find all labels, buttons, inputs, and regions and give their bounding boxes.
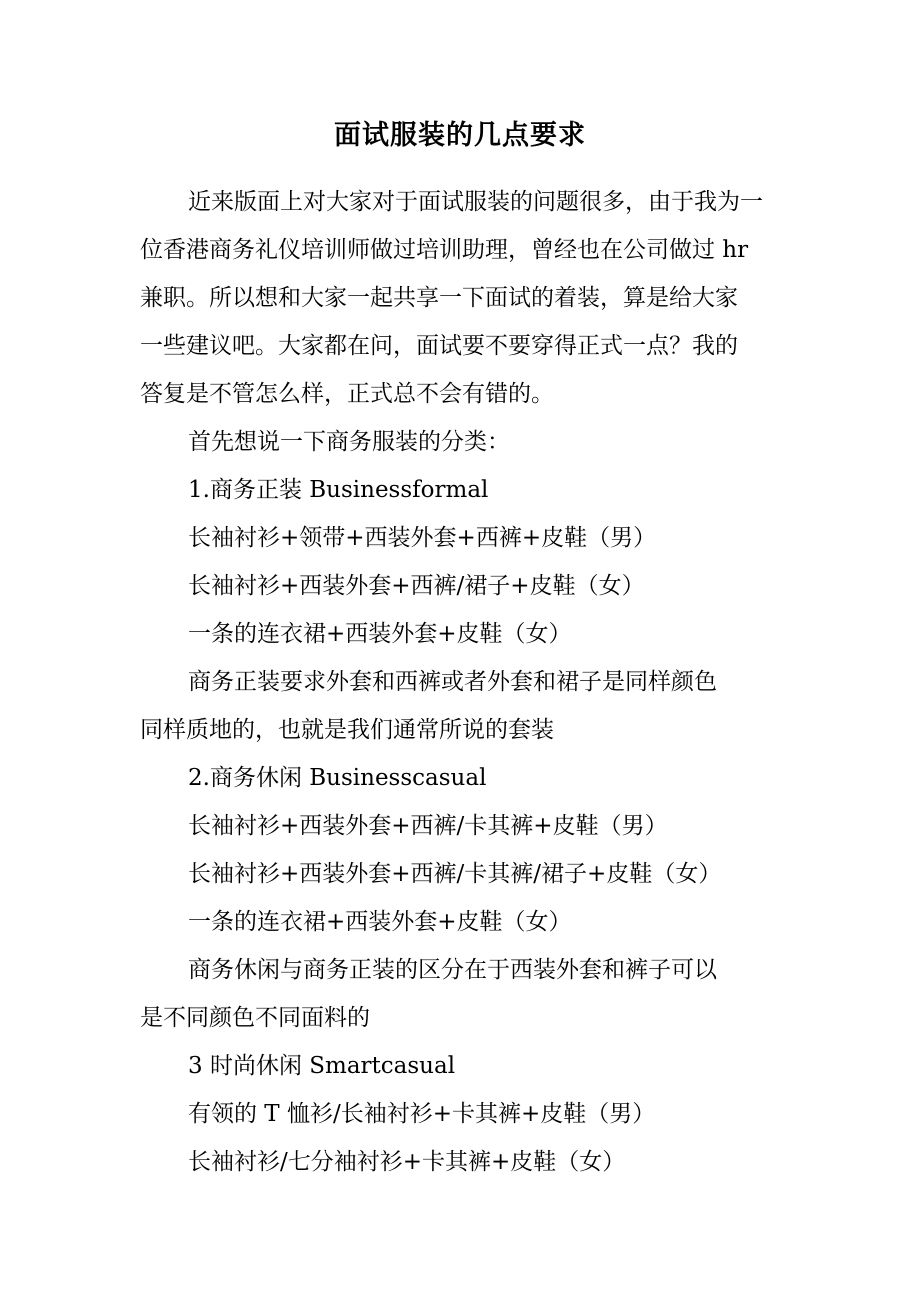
section-heading-business-formal: 1.商务正装 Businessformal [188,477,489,503]
paragraph-line: 一些建议吧。大家都在问，面试要不要穿得正式一点？我的 [140,333,738,359]
paragraph-line: 商务休闲与商务正装的区分在于西装外套和裤子可以 [188,957,717,983]
list-item: 一条的连衣裙+西装外套+皮鞋（女） [188,621,572,647]
list-item: 一条的连衣裙+西装外套+皮鞋（女） [188,909,572,935]
paragraph-line: 位香港商务礼仪培训师做过培训助理，曾经也在公司做过 hr [140,237,749,263]
document-body [140,178,782,1186]
section-heading-smart-casual: 3 时尚休闲 Smartcasual [188,1053,456,1079]
list-item: 长袖衬衫+西装外套+西裤/卡其裤+皮鞋（男） [188,813,668,839]
document-title: 面试服装的几点要求 [334,120,586,151]
paragraph-line: 首先想说一下商务服装的分类： [188,429,510,455]
paragraph-line: 是不同颜色不同面料的 [140,1005,370,1031]
list-item: 长袖衬衫+西装外套+西裤/裙子+皮鞋（女） [188,573,645,599]
list-item: 长袖衬衫+领带+西装外套+西裤+皮鞋（男） [188,525,657,551]
paragraph-line: 近来版面上对大家对于面试服装的问题很多，由于我为一 [188,189,763,215]
list-item: 长袖衬衫/七分袖衬衫+卡其裤+皮鞋（女） [188,1149,626,1175]
list-item: 长袖衬衫+西装外套+西裤/卡其裤/裙子+皮鞋（女） [188,861,722,887]
paragraph-line: 兼职。所以想和大家一起共享一下面试的着装，算是给大家 [140,285,738,311]
section-heading-business-casual: 2.商务休闲 Businesscasual [188,765,487,791]
paragraph-line: 答复是不管怎么样，正式总不会有错的。 [140,381,554,407]
paragraph-line: 同样质地的，也就是我们通常所说的套装 [140,717,554,743]
paragraph-line: 商务正装要求外套和西裤或者外套和裙子是同样颜色 [188,669,717,695]
list-item: 有领的 T 恤衫/长袖衬衫+卡其裤+皮鞋（男） [188,1101,656,1127]
